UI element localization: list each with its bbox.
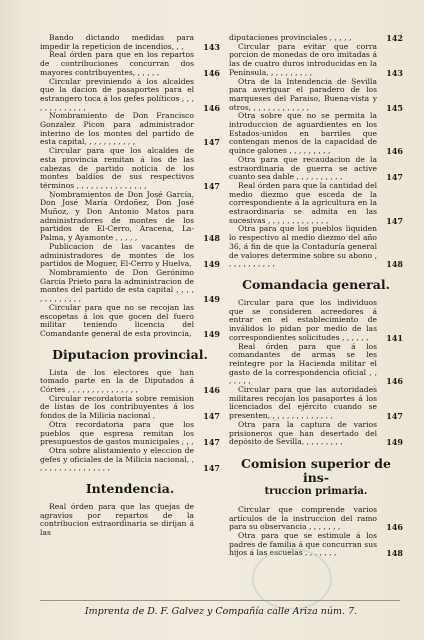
index-entry: [40, 269, 220, 304]
left-column: [40, 34, 220, 538]
entry-text: diputaciones provinciales , , , , ,: [229, 33, 352, 42]
entry-text: Nombramiento de Don Gerónimo García Prieto para la administracion de montes del partido de esta capital , , , , , , , , , , , , ,: [40, 267, 194, 304]
page-number: 147: [203, 437, 220, 448]
index-entry: [229, 43, 403, 78]
entry-text: Publicacion de las vacantes de administradores de montes de los partidos de Moguer, El-Cerro y Huelva,: [40, 241, 194, 269]
entry-text: Real órden para que á los comandantes de armas se les reintegre por la Hacienda militar el gasto de la correspondencia oficial , , , , , , ,: [229, 341, 377, 386]
index-entry: [40, 369, 220, 395]
page-number: 149: [203, 328, 220, 339]
page-number: 145: [386, 102, 403, 113]
index-entry: [229, 506, 403, 532]
page-number: 148: [386, 259, 403, 270]
entry-text: Circular para evitar que corra porcion de monedas de oro imitadas á las de cuatro duros introducidas en la Península, , , , , , , , , ,: [229, 41, 377, 77]
entry-text: Real órden para que las quejas de agravios por repartos de la contribucion estraordinaria se dirijan á las: [40, 502, 194, 538]
entry-text: Nombramiento de Don Francisco Gonzalez Picon para administrador interino de los montes del partido de esta capital, , , , , , , , , , ,: [40, 111, 194, 147]
section-heading: Comandacia general.: [242, 276, 390, 292]
entry-text: Bando dictando medidas para impedir la repeticion de incendios, , ,: [40, 33, 194, 51]
page-number: 147: [203, 180, 220, 191]
entry-text: Circular recordatoria sobre remision de listas de los contribuyentes á los fondos de la Milicia nacional ,: [40, 393, 194, 421]
left-entries-a: [40, 34, 220, 339]
index-entry: [40, 447, 220, 473]
entry-text: Otra para que se estimule á los padres de familia á que concurran sus hijos á las escuelas , , , , , , ,: [229, 531, 377, 558]
entry-text: Otra de la Intendencia de Sevilla para averiguar el paradero de los marqueses del Paraiso, Buena-vista y otros, , , , , , , , , , , , ,: [229, 76, 377, 112]
entry-text: Real órden para que la cantidad del medio diezmo que esceda de la correspondiente á la agricultura en la estraordinaria se admita en las sucesivas , , , , , , , , , , , , ,: [229, 180, 377, 225]
right-column: [229, 34, 403, 558]
entry-text: Circular para que los individuos que se consideren acreedores á entrar en el establecimiento de inválidos lo pidan por medio de las correspondientes solicitudes , , , , , ,: [229, 297, 377, 342]
page-number: 143: [386, 67, 403, 78]
index-entry: [40, 112, 220, 147]
page-number: 141: [386, 332, 403, 343]
entry-text: Nombramientos de Don José García, Don José María Ordoñez, Don José Muñoz, y Don Antonio Matos para administradores de montes de los partidos de El-Cerro, Aracena, La-Palma, y Ayamonte , , , , ,: [40, 189, 194, 243]
page-number: 143: [203, 41, 220, 52]
index-entry: [40, 243, 220, 269]
index-entry: [229, 386, 403, 421]
section-heading: Intendencia.: [85, 481, 175, 497]
index-entry: [40, 191, 220, 243]
page-number: 146: [203, 102, 220, 113]
index-entry: [40, 421, 220, 447]
entry-text: Otra para que los pueblos liquiden lo respectivo al medio diezmo del año 36, á fin de que la Contaduría general de valores determine sobre su abono , , , , , , , , , , ,: [229, 224, 377, 269]
entry-text: Otra sobre que no se permita la introduccion de aguardientes en los Estados-unidos en barriles que contengan menos de la capacidad de quince galones , , , , , , , , ,: [229, 111, 377, 156]
page-number: 146: [386, 146, 403, 157]
section-heading-line2: truccion primaria.: [264, 485, 368, 497]
page-number: 146: [386, 522, 403, 533]
right-entries-a: [229, 34, 403, 269]
index-entry: [229, 299, 403, 343]
index-entry: [40, 78, 220, 113]
entry-text: Circular para que las autoridades militares recojan los pasaportes á los licenciados del ejército cuando se presenten, , , , , , , , , , , , , ,: [229, 385, 377, 421]
entry-text: Otra para la captura de varios prisioneros que han desertado del depósito de Sevilla, , , , , , , , ,: [229, 419, 377, 447]
entry-text: Circular previniendo á los alcaldes que la dacion de pasaportes para el estrangero toca á los gefes políticos , , , , , , , , , , , , ,: [40, 76, 194, 112]
index-entry: [40, 147, 220, 191]
entry-text: Lista de los electores que han tomado parte en la de Diputados á Córtes , , , , , , , , , , , , , , ,: [40, 367, 194, 395]
right-entries-c: [229, 506, 403, 558]
index-entry: [229, 156, 403, 182]
page-number: 146: [203, 67, 220, 78]
index-entry: [229, 112, 403, 156]
index-entry: [229, 421, 403, 447]
page-number: 149: [203, 259, 220, 270]
index-entry: [40, 304, 220, 339]
index-entry: [40, 503, 220, 538]
left-entries-c: [40, 503, 220, 538]
index-entry: [229, 78, 403, 113]
index-entry: [229, 182, 403, 226]
footer-rule: [40, 600, 400, 601]
page-number: 148: [386, 548, 403, 559]
page-number: 147: [386, 215, 403, 226]
entry-text: Circular para que los alcaldes de esta provincia remitan á los de las cabezas de partido noticia de los montes baldíos de sus respectivos términos , , , , , , , , , , , , , , ,: [40, 146, 194, 190]
page-number: 149: [386, 437, 403, 448]
page-number: 148: [203, 233, 220, 244]
index-entry: [40, 51, 220, 77]
index-entry: [40, 34, 220, 51]
page-number: 147: [203, 137, 220, 148]
right-entries-b: [229, 299, 403, 447]
page-number: 146: [203, 385, 220, 396]
section-heading-line1: Comision superior de ins-: [241, 455, 391, 485]
page-number: 147: [386, 172, 403, 183]
index-entry: [229, 225, 403, 269]
section-heading: Diputacion provincial.: [52, 346, 208, 362]
page-number: 147: [203, 411, 220, 422]
section-heading: [229, 457, 403, 499]
entry-text: Real órden para que en los repartos de contribuciones concurran dos mayores contribuyentes, , , , , ,: [40, 50, 194, 77]
index-entry: [40, 395, 220, 421]
entry-text: Otra sobre alistamiento y eleccion de gefes y oficiales de la Milicia nacional, , , , , , , , , , , , , , , , ,: [40, 445, 194, 473]
entry-text: Otra recordatoria para que los pueblos que espresa remitan los presupuestos de gastos municipales , , ,: [40, 419, 194, 447]
entry-text: Circular para que no se recojan las escopetas á los que gocen del fuero militar teniendo licencia del Comandante general de esta provincia,: [40, 302, 194, 338]
page-number: 142: [386, 33, 403, 43]
left-entries-b: [40, 369, 220, 473]
page-number: 149: [203, 294, 220, 305]
page-number: 147: [203, 463, 220, 474]
entry-text: Circular que comprende varios artículos de la instruccion del ramo para su observancia , , , , , , ,: [229, 504, 377, 532]
index-entry: [229, 343, 403, 387]
entry-text: Otra para que recaudacion de la estraordinaria de guerra se active cuanto sea dable , , , , , , , , , ,: [229, 154, 377, 182]
imprint-footer: Imprenta de D. F. Galvez y Compañía calle Ariza núm. 7.: [84, 606, 358, 617]
page-number: 146: [386, 376, 403, 387]
page-number: 147: [386, 411, 403, 422]
